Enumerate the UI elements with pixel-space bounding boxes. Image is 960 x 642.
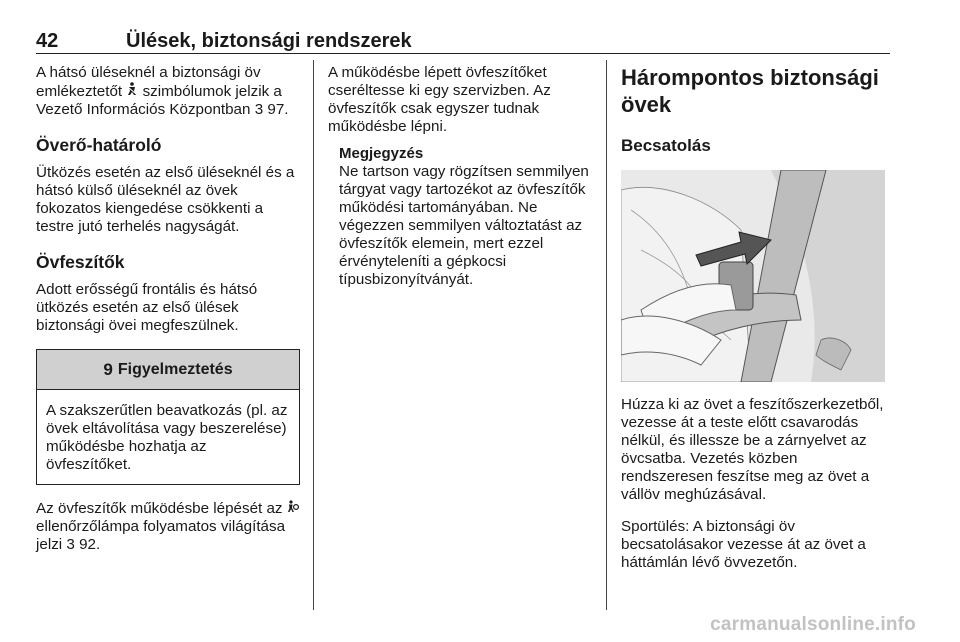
column-divider-2 (606, 60, 607, 610)
tensioner-paragraph: Adott erősségű frontális és hátsó ütközés esetén az első ülések biztonsági övei megfeszülnek. (36, 281, 258, 334)
page-header (36, 30, 890, 52)
warning-title: Figyelmeztetés (117, 360, 233, 378)
section-heading: Hárompontos biztonsági övek (621, 65, 879, 117)
warning-triangle-icon: 9 (103, 359, 113, 379)
page-reference-arrow-icon: 3 (254, 101, 264, 118)
airbag-warning-icon (287, 499, 299, 517)
column-3 (621, 64, 885, 572)
replace-paragraph: A működésbe lépett övfeszítőket cseréltesse ki egy szervizben. Az övfeszítők csak egyszer tudnak működésbe lépni. (328, 64, 551, 135)
seat-belt-drawing (621, 170, 885, 382)
page-title: Ülések, biztonsági rendszerek (126, 30, 412, 52)
header-rule (36, 53, 890, 54)
warning-box (36, 349, 300, 485)
note-text: Ne tartson vagy rögzítsen semmilyen tárgyat vagy tartozékot az övfeszítők működési tartományában. Ne végezzen semmilyen változtatást az övfeszítők elemein, mert ezzel érvényteleníti a gépkocsi típusbizonyítványát. (339, 163, 589, 288)
watermark: carmanualsonline.info (710, 614, 916, 635)
limiter-heading: Överő-határoló (36, 135, 162, 155)
warning-text: A szakszerűtlen beavatkozás (pl. az övek eltávolítása vagy beszerelése) működésbe hozhatja az övfeszítőket. (46, 402, 288, 473)
tensioner-heading: Övfeszítők (36, 252, 125, 272)
seat-belt-person-icon (126, 82, 138, 100)
buckle-instructions: Húzza ki az övet a feszítőszerkezetből, vezesse át a teste előtt csavarodás nélkül, és illessze be a zárnyelvet az övcsatba. Vezetés közben rendszeresen feszítse meg az övet a vállöv meghúzásával. (621, 396, 884, 503)
buckling-subheading: Becsatolás (621, 136, 711, 155)
page-number: 42 (36, 30, 59, 52)
seat-belt-illustration (621, 170, 885, 382)
limiter-paragraph: Ütközés esetén az első üléseknél és a hátsó külső üléseknél az övek fokozatos kiengedése csökkenti a testre jutó terhelés nagyságát. (36, 164, 295, 235)
warning-header (37, 350, 299, 390)
page-reference[interactable]: 92. (79, 536, 101, 553)
page-reference[interactable]: 97. (267, 101, 289, 118)
note-block (328, 145, 592, 289)
seat-belt-reminder-paragraph: A hátsó üléseknél a biztonsági öv emlékeztetőt szimbólumok jelzik a Vezető Információs Központban 3 97. (36, 64, 289, 118)
activation-paragraph: Az övfeszítők működésbe lépését az ellenőrzőlámpa folyamatos világítása jelzi 3 92. (36, 499, 300, 554)
column-divider-1 (313, 60, 314, 610)
note-title: Megjegyzés (339, 145, 424, 162)
sport-seat-instructions: Sportülés: A biztonsági öv becsatolásakor vezesse át az övet a háttámlán lévő övvezetőn. (621, 518, 866, 571)
column-1 (36, 64, 300, 554)
column-2 (328, 64, 592, 289)
page-reference-arrow-icon: 3 (66, 536, 75, 553)
